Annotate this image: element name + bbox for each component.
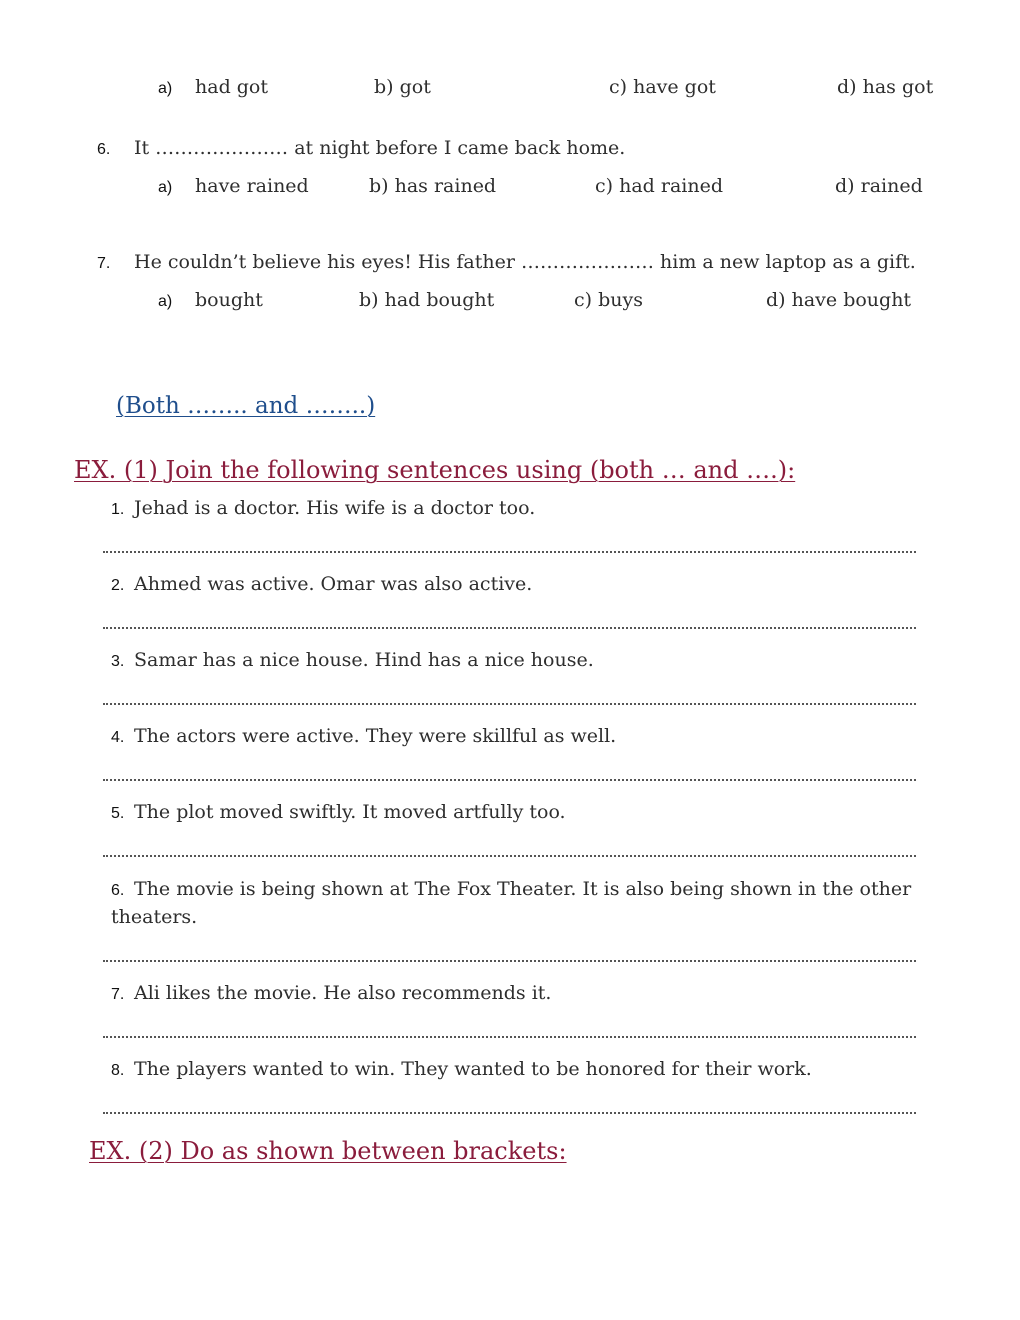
question-text: It ………………… at night before I came back home. [134, 137, 626, 159]
option-c: c) buys [574, 289, 643, 311]
option-c: c) had rained [595, 175, 723, 197]
item-text: Ali likes the movie. He also recommends it. [134, 982, 552, 1004]
answer-line[interactable] [103, 1036, 916, 1038]
item-text-continued: theaters. [111, 906, 198, 928]
item-text: The players wanted to win. They wanted to be honored for their work. [134, 1058, 812, 1080]
option-a-letter: a) [158, 179, 173, 196]
option-a: have rained [195, 175, 309, 197]
answer-line[interactable] [103, 960, 916, 962]
question-number: 7. [97, 255, 111, 272]
answer-line[interactable] [103, 551, 916, 553]
option-d: d) rained [835, 175, 923, 197]
question-text: He couldn’t believe his eyes! His father ………………… him a new laptop as a gift. [134, 251, 916, 273]
item-text: The actors were active. They were skillful as well. [134, 725, 617, 747]
exercise-1-title: EX. (1) Join the following sentences using (both … and ….): [74, 456, 796, 484]
option-c: c) have got [609, 76, 716, 98]
answer-line[interactable] [103, 779, 916, 781]
option-a-letter: a) [158, 80, 173, 97]
item-number: 4. [111, 729, 125, 746]
item-text: The movie is being shown at The Fox Theater. It is also being shown in the other [134, 878, 912, 900]
option-a-letter: a) [158, 293, 173, 310]
item-number: 8. [111, 1062, 125, 1079]
item-text: Samar has a nice house. Hind has a nice house. [134, 649, 594, 671]
option-a: had got [195, 76, 269, 98]
exercise-2-title: EX. (2) Do as shown between brackets: [89, 1137, 567, 1165]
item-number: 2. [111, 577, 125, 594]
item-text: Jehad is a doctor. His wife is a doctor too. [134, 497, 536, 519]
question-number: 6. [97, 141, 111, 158]
answer-line[interactable] [103, 703, 916, 705]
item-number: 1. [111, 501, 125, 518]
option-b: b) has rained [369, 175, 497, 197]
item-number: 6. [111, 882, 125, 899]
item-text: Ahmed was active. Omar was also active. [134, 573, 533, 595]
answer-line[interactable] [103, 855, 916, 857]
option-d: d) has got [837, 76, 934, 98]
option-b: b) had bought [359, 289, 495, 311]
item-number: 7. [111, 986, 125, 1003]
answer-line[interactable] [103, 1112, 916, 1114]
item-number: 5. [111, 805, 125, 822]
section-heading: (Both …….. and ……..) [116, 393, 376, 419]
option-a: bought [195, 289, 263, 311]
item-number: 3. [111, 653, 125, 670]
answer-line[interactable] [103, 627, 916, 629]
option-b: b) got [374, 76, 431, 98]
option-d: d) have bought [766, 289, 912, 311]
item-text: The plot moved swiftly. It moved artfully too. [134, 801, 566, 823]
